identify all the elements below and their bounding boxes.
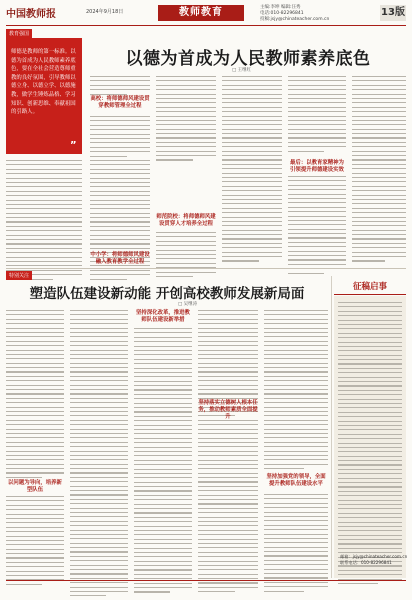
article1-column-4 bbox=[288, 76, 346, 155]
sidebar-text bbox=[338, 302, 402, 587]
sidebar-divider bbox=[331, 276, 332, 578]
top-rule bbox=[6, 25, 406, 26]
page-number: 13版 bbox=[380, 5, 406, 21]
article1-lead-text: 师德是教师的第一标准。以德为首成为人民教师素养底色，要在全社会营造尊师重教的良好氛围，引导教师以德立身、以德立学、以德施教，做学生锤炼品格、学习知识、创新思维、奉献祖国的引路人。 bbox=[11, 49, 76, 116]
article1-tag: 教育强国 bbox=[6, 29, 32, 38]
article2-column-1b bbox=[6, 496, 64, 588]
editor-info bbox=[260, 5, 329, 23]
paper-name: 中国教师报 bbox=[6, 9, 56, 20]
article2-subhead-2: 坚持落实立德树人根本任务，推动教师素质全面提升 bbox=[198, 400, 258, 420]
article1-column-2b bbox=[156, 232, 216, 280]
quote-icon: ” bbox=[70, 140, 77, 151]
article2-byline: □ 吴继涛 bbox=[178, 302, 198, 307]
article1-lead-box bbox=[6, 38, 82, 154]
article1-byline: □ 王继红 bbox=[232, 68, 252, 73]
contact-email: 邮箱：jsjy@chinateacher.com.cn bbox=[340, 554, 408, 559]
contact-phone: 联系电话：010-82296841 bbox=[340, 560, 392, 565]
article1-column-5 bbox=[352, 76, 406, 265]
phone-line: 电话:010-82296841 bbox=[260, 11, 304, 16]
article2-column-4b bbox=[198, 420, 258, 596]
sidebar-box bbox=[334, 296, 406, 578]
article1-subhead-4: 最后：以教育家精神为引领提升师德建设实效 bbox=[290, 160, 344, 173]
article2-column-3 bbox=[134, 328, 192, 596]
article1-column-3 bbox=[222, 76, 282, 265]
article1-subhead-3: 师范院校：将师德师风建设贯穿人才培养全过程 bbox=[156, 214, 216, 227]
editor-line: 主编:李坤 编辑:汪秀 bbox=[260, 5, 301, 10]
article2-column-2 bbox=[70, 310, 128, 600]
article1-subhead-1: 高校：将师德师风建设贯穿教师管理全过程 bbox=[90, 96, 150, 109]
issue-date: 2024年9月18日 bbox=[86, 9, 124, 15]
article2-subhead-4: 以问题为导向，培养新型队伍 bbox=[8, 480, 62, 493]
article1-column-1 bbox=[90, 76, 150, 98]
article1-column-2 bbox=[156, 76, 216, 164]
sidebar-contact bbox=[340, 554, 407, 566]
article2-title: 塑造队伍建设新动能 开创高校教师发展新局面 bbox=[29, 286, 305, 302]
article2-subhead-1: 坚持深化改革，推进教师队伍建设新举措 bbox=[136, 310, 190, 323]
article1-column-1b bbox=[90, 116, 150, 160]
article2-subhead-3: 坚持加强党的领导，全面提升教师队伍建设水平 bbox=[266, 474, 326, 487]
bottom-rule bbox=[6, 580, 406, 581]
section-title: 教师教育 bbox=[158, 5, 244, 21]
article2-column-5 bbox=[264, 310, 328, 472]
article1-column-4b bbox=[288, 176, 346, 277]
article2-column-1 bbox=[6, 310, 64, 481]
sidebar-title: 征稿启事 bbox=[334, 280, 406, 295]
article1-column-0 bbox=[6, 160, 82, 283]
article2-tag: 特别关注 bbox=[6, 271, 32, 280]
masthead bbox=[6, 3, 406, 24]
email-line: 投稿:jsjy@chinateacher.com.cn bbox=[260, 17, 330, 22]
mid-rule bbox=[6, 268, 406, 269]
article1-subhead-2: 中小学：将师德师风建设融入教育教学全过程 bbox=[90, 252, 150, 265]
article1-title: 以德为首成为人民教师素养底色 bbox=[125, 49, 371, 69]
